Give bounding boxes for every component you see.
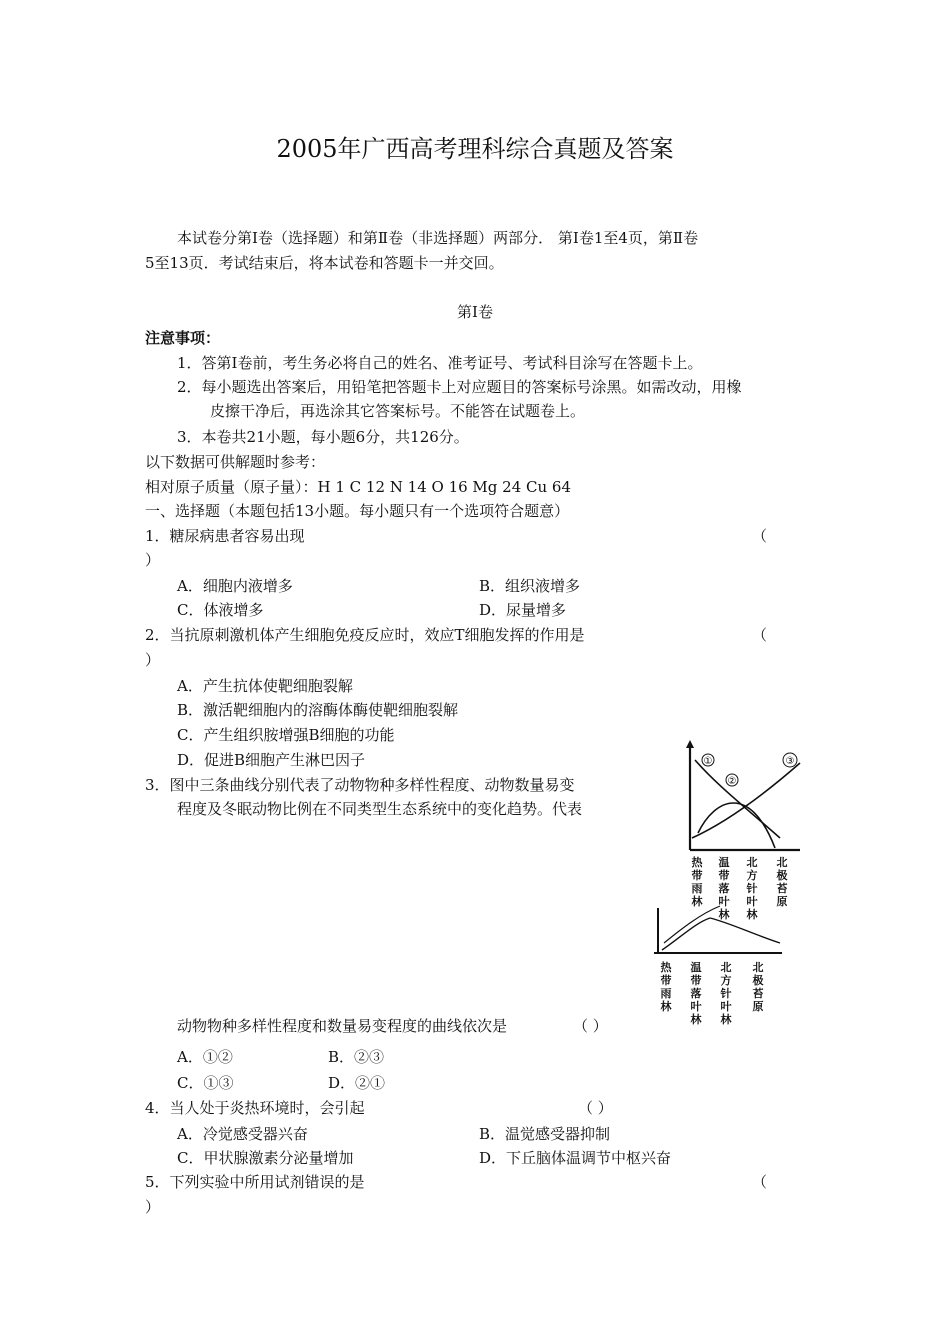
top-y-arrow — [686, 740, 694, 748]
q5-paren-close: ） — [145, 1198, 161, 1216]
q3-option-a: A．①② — [177, 1048, 233, 1066]
bottom-curve-right — [710, 918, 780, 943]
q1-paren-close: ） — [145, 551, 161, 569]
q1-paren-open: （ — [752, 527, 768, 545]
notice-item-2-line-2: 皮擦干净后，再选涂其它答案标号。不能答在试题卷上。 — [210, 402, 586, 420]
bottom-category-labels — [661, 960, 764, 1026]
tc1-label: 温带落叶林 — [718, 856, 730, 921]
q3-option-c: C．①③ — [177, 1074, 234, 1092]
bottom-category-0 — [661, 960, 673, 1013]
top-curve-2 — [698, 803, 775, 848]
q1-option-a: A．细胞内液增多 — [177, 577, 293, 595]
q3-stem-line-3: 动物物种多样性程度和数量易变程度的曲线依次是 — [177, 1017, 508, 1035]
bottom-category-2 — [720, 961, 733, 1026]
bc1-label: 温带落叶林 — [690, 961, 702, 1026]
bottom-category-1 — [691, 960, 703, 1026]
intro-line-1: 本试卷分第Ⅰ卷（选择题）和第Ⅱ卷（非选择题）两部分． 第Ⅰ卷1至4页，第Ⅱ卷 — [177, 229, 699, 247]
q3-option-b: B．②③ — [328, 1048, 385, 1066]
q2-paren-open: （ — [752, 626, 768, 644]
curve-label-2: ② — [727, 776, 737, 787]
q4-option-b: B．温觉感受器抑制 — [479, 1125, 611, 1143]
top-category-0 — [692, 855, 704, 908]
bc0-label: 热带雨林 — [660, 961, 672, 1013]
q1-option-c: C．体液增多 — [177, 601, 264, 619]
notice-heading: 注意事项： — [145, 329, 221, 347]
intro-line-2: 5至13页．考试结束后，将本试卷和答题卡一并交回。 — [145, 254, 504, 272]
notice-item-3: 3．本卷共21小题，每小题6分，共126分。 — [177, 428, 469, 446]
notice-item-1: 1．答第Ⅰ卷前，考生务必将自己的姓名、准考证号、考试科目涂写在答题卡上。 — [177, 354, 703, 372]
q3-stem-line-2: 程度及冬眠动物比例在不同类型生态系统中的变化趋势。代表 — [177, 800, 583, 818]
q2-option-d: D．促进B细胞产生淋巴因子 — [177, 751, 366, 769]
q3-stem-line-1: 3．图中三条曲线分别代表了动物物种多样性程度、动物数量易变 — [145, 776, 575, 794]
curve-label-3: ③ — [785, 756, 795, 767]
q4-option-d: D．下丘脑体温调节中枢兴奋 — [479, 1149, 672, 1167]
q1-stem: 1．糖尿病患者容易出现 — [145, 527, 305, 545]
curve-label-1: ① — [703, 756, 713, 767]
top-curve-1 — [695, 760, 780, 838]
q2-paren-close: ） — [145, 651, 161, 669]
top-category-3 — [776, 856, 788, 908]
bottom-category-3 — [752, 961, 764, 1013]
q2-option-b: B．激活靶细胞内的溶酶体酶使靶细胞裂解 — [177, 701, 459, 719]
q4-option-a: A．冷觉感受器兴奋 — [177, 1125, 308, 1143]
q5-paren-open: （ — [752, 1173, 768, 1191]
q1-option-b: B．组织液增多 — [479, 577, 581, 595]
q5-stem: 5．下列实验中所用试剂错误的是 — [145, 1173, 365, 1191]
tc0-label: 热带雨林 — [691, 856, 703, 908]
q2-stem: 2．当抗原刺激机体产生细胞免疫反应时，效应T细胞发挥的作用是 — [145, 626, 585, 644]
q3-option-d: D．②① — [328, 1074, 386, 1092]
bc3-label: 北极苔原 — [752, 961, 764, 1013]
part1-heading: 一、选择题（本题包括13小题。每小题只有一个选项符合题意） — [145, 502, 570, 520]
page-title: 2005年广西高考理科综合真题及答案 — [276, 135, 674, 163]
tc3-label: 北极苔原 — [776, 856, 788, 908]
q2-option-a: A．产生抗体使靶细胞裂解 — [177, 677, 353, 695]
bottom-curve-left — [662, 918, 710, 950]
tc2-label: 北方针叶林 — [746, 856, 758, 921]
top-category-labels — [692, 855, 788, 921]
q3-answer-paren: （ ） — [573, 1017, 608, 1035]
q4-answer-paren: （ ） — [578, 1099, 613, 1117]
reference-line-1: 以下数据可供解题时参考： — [145, 453, 326, 471]
q2-option-c: C．产生组织胺增强B细胞的功能 — [177, 726, 395, 744]
q3-figure — [640, 738, 810, 1048]
top-category-1 — [719, 855, 731, 921]
q1-option-d: D．尿量增多 — [479, 601, 567, 619]
bc2-label: 北方针叶林 — [720, 961, 732, 1026]
section-heading: 第Ⅰ卷 — [457, 303, 493, 321]
notice-item-2-line-1: 2．每小题选出答案后，用铅笔把答题卡上对应题目的答案标号涂黑。如需改动，用橡 — [177, 378, 742, 396]
reference-line-2: 相对原子质量（原子量）：H 1 C 12 N 14 O 16 Mg 24 Cu 64 — [145, 478, 572, 496]
q4-stem: 4．当人处于炎热环境时，会引起 — [145, 1099, 365, 1117]
bottom-curve-upper — [664, 906, 720, 943]
q4-option-c: C．甲状腺激素分泌量增加 — [177, 1149, 354, 1167]
top-category-2 — [746, 856, 759, 921]
